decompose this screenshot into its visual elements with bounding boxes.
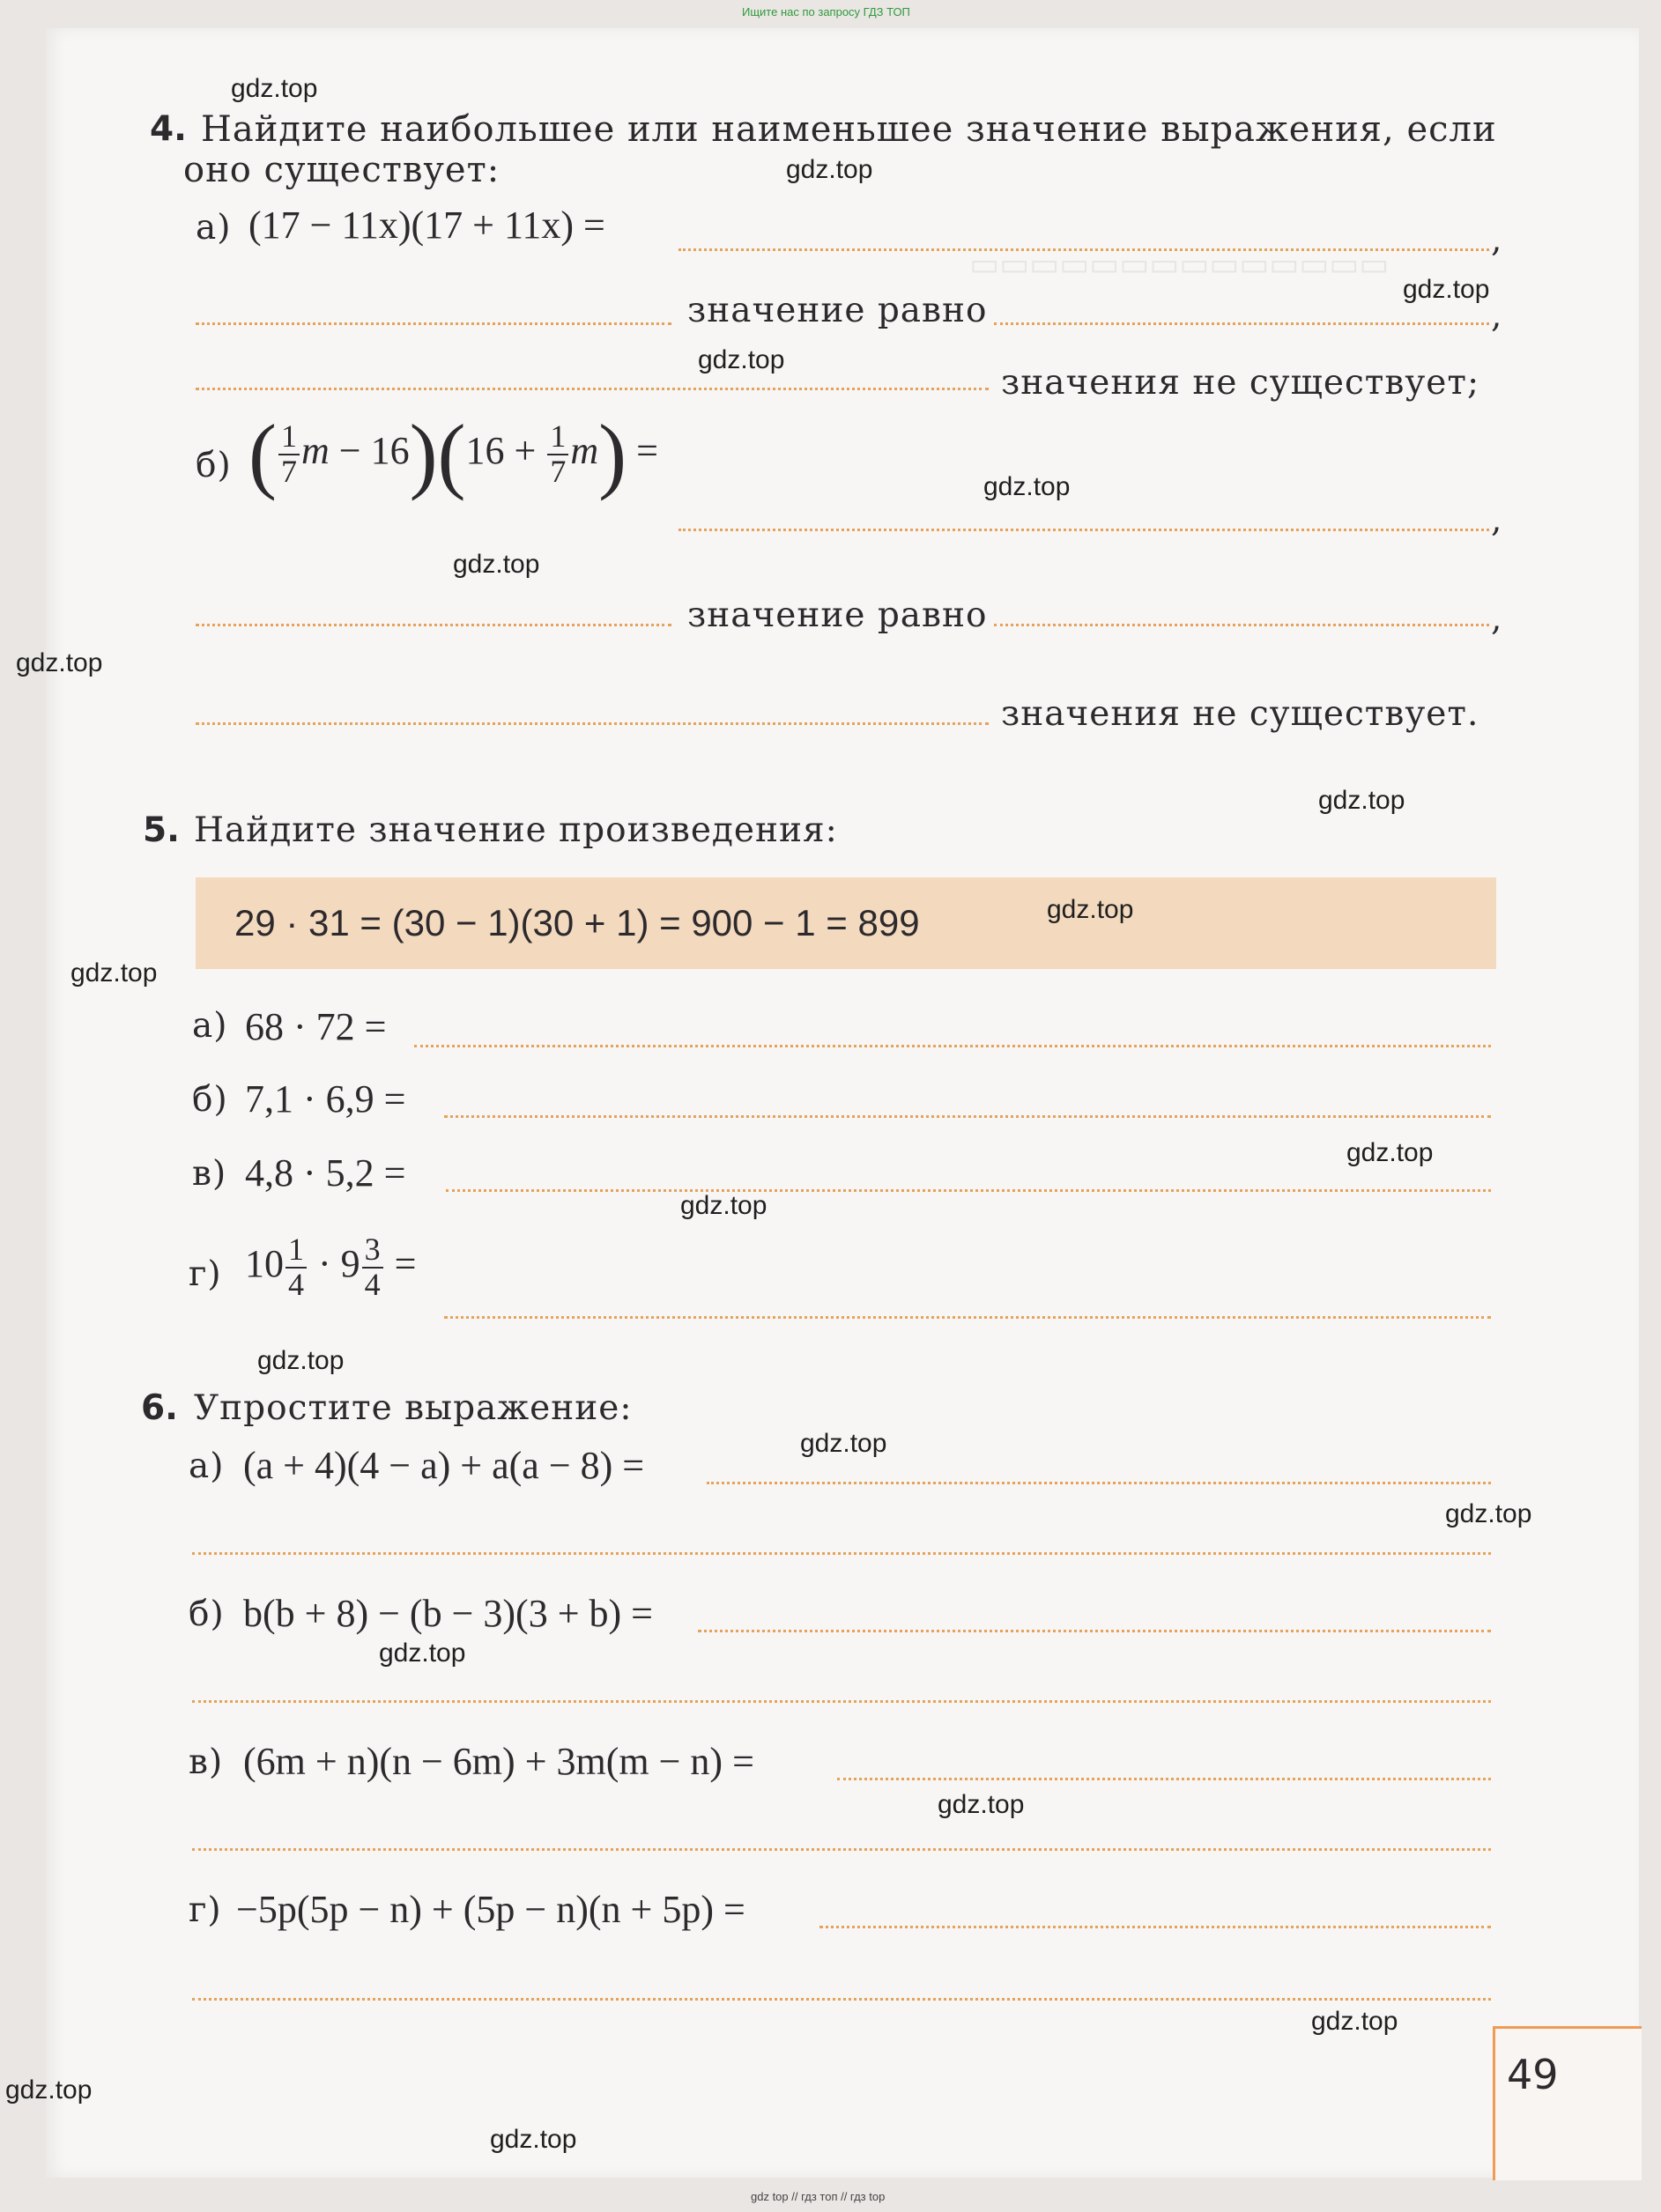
variable: m	[570, 429, 599, 473]
header-note: Ищите нас по запросу ГДЗ ТОП	[742, 5, 910, 18]
task5-c-expression: 4,8 · 5,2 =	[245, 1151, 406, 1195]
task6-b-expression: b(b + 8) − (b − 3)(3 + b) =	[243, 1592, 653, 1635]
task4-a-value-label: значение равно	[687, 291, 988, 330]
fraction	[285, 1233, 307, 1302]
task4-a-answer-line-4[interactable]	[196, 388, 989, 390]
watermark: gdz.top	[938, 1790, 1025, 1819]
task5-d-expression	[245, 1233, 416, 1302]
task6-c-label: в)	[189, 1742, 224, 1782]
watermark: gdz.top	[1047, 895, 1134, 924]
paren: )	[598, 407, 627, 501]
bleed-through-decoration: ▭▭▭▭▭▭▭▭▭▭▭▭▭▭	[969, 247, 1390, 283]
task6-text: Упростите выражение:	[194, 1388, 633, 1428]
fraction	[362, 1233, 383, 1302]
task4-text-line2: оно существует:	[183, 150, 501, 190]
term: − 16	[338, 429, 410, 473]
comma: ,	[1491, 296, 1503, 336]
numerator: 1	[285, 1233, 307, 1269]
comma: ,	[1491, 599, 1503, 639]
denominator: 4	[288, 1266, 304, 1302]
task5-text: Найдите значение произведения:	[194, 810, 838, 850]
task4-a-answer-line-2[interactable]	[196, 322, 671, 325]
watermark: gdz.top	[786, 155, 873, 184]
task6-b-label: б)	[189, 1594, 225, 1634]
task4-b-value-label: значение равно	[687, 596, 988, 635]
task6-b-answer-line-1[interactable]	[698, 1630, 1491, 1632]
task4-a-answer-line-1[interactable]	[678, 248, 1489, 251]
task5-example: 29 · 31 = (30 − 1)(30 + 1) = 900 − 1 = 899	[234, 902, 920, 943]
task6-a-answer-line-2[interactable]	[192, 1552, 1491, 1555]
task6-d-answer-line-1[interactable]	[819, 1926, 1491, 1928]
task6-a-expression: (a + 4)(4 − a) + a(a − 8) =	[243, 1444, 645, 1487]
whole-part: 9	[340, 1241, 360, 1285]
paren: )(	[409, 407, 466, 501]
times-sign: ·	[318, 1241, 331, 1285]
fraction	[278, 420, 300, 489]
task4-text-line1: Найдите наибольшее или наименьшее значение выражения, если	[201, 109, 1497, 150]
denominator: 7	[550, 454, 567, 489]
task4-b-expression	[248, 407, 658, 501]
watermark: gdz.top	[800, 1429, 887, 1458]
task4-number: 4.	[150, 109, 187, 149]
page-number: 49	[1507, 2051, 1559, 2098]
watermark: gdz.top	[698, 345, 785, 374]
numerator: 1	[278, 420, 300, 455]
task6-c-answer-line-2[interactable]	[192, 1848, 1491, 1851]
footer-note: gdz top // гдз топ // гдз top	[751, 2190, 886, 2203]
comma: ,	[1491, 500, 1503, 540]
task5-b-expression: 7,1 · 6,9 =	[245, 1077, 406, 1121]
task4-b-answer-line-2[interactable]	[196, 624, 671, 626]
variable: m	[300, 429, 330, 473]
task4-b-answer-line-4[interactable]	[196, 722, 989, 725]
watermark: gdz.top	[1346, 1138, 1434, 1167]
watermark: gdz.top	[490, 2125, 577, 2154]
watermark: gdz.top	[257, 1346, 345, 1375]
comma: ,	[1491, 220, 1503, 260]
denominator: 4	[364, 1266, 381, 1302]
watermark: gdz.top	[231, 74, 318, 103]
denominator: 7	[280, 454, 297, 489]
task6-number: 6.	[141, 1388, 178, 1428]
task6-c-answer-line-1[interactable]	[837, 1778, 1491, 1780]
task5-a-expression: 68 · 72 =	[245, 1005, 387, 1048]
task5-c-label: в)	[192, 1154, 227, 1194]
watermark: gdz.top	[1318, 786, 1405, 815]
watermark: gdz.top	[379, 1639, 466, 1668]
paren: (	[248, 407, 277, 501]
task6-c-expression: (6m + n)(n − 6m) + 3m(m − n) =	[243, 1740, 754, 1783]
task5-a-label: а)	[192, 1006, 228, 1046]
task5-c-answer-line[interactable]	[446, 1189, 1491, 1192]
task4-b-answer-line-1[interactable]	[678, 529, 1489, 531]
task5-example-box	[196, 877, 1496, 969]
task4-a-no-value-label: значения не существует;	[1001, 363, 1480, 403]
numerator: 1	[547, 420, 568, 455]
task6-b-answer-line-2[interactable]	[192, 1700, 1491, 1703]
task6-a-answer-line-1[interactable]	[707, 1482, 1491, 1484]
task5-b-label: б)	[192, 1080, 228, 1120]
watermark: gdz.top	[1311, 2007, 1398, 2036]
task6-a-label: а)	[189, 1446, 225, 1486]
task5-d-label: г)	[189, 1254, 222, 1294]
watermark: gdz.top	[5, 2075, 93, 2105]
task5-b-answer-line[interactable]	[444, 1115, 1491, 1118]
task4-b-no-value-label: значения не существует.	[1001, 694, 1479, 734]
task5-d-answer-line[interactable]	[444, 1316, 1491, 1319]
numerator: 3	[362, 1233, 383, 1269]
equals-sign: =	[636, 429, 658, 473]
term: 16 +	[465, 429, 537, 473]
equals-sign: =	[394, 1241, 417, 1285]
task4-b-label: б)	[196, 446, 232, 485]
watermark: gdz.top	[1403, 275, 1490, 304]
task6-d-expression: −5p(5p − n) + (5p − n)(n + 5p) =	[236, 1888, 745, 1931]
page-number-box	[1493, 2026, 1642, 2180]
task5-a-answer-line[interactable]	[414, 1045, 1491, 1047]
task4-b-answer-line-3[interactable]	[994, 624, 1489, 626]
watermark: gdz.top	[983, 472, 1071, 501]
watermark: gdz.top	[453, 550, 540, 579]
task4-a-answer-line-3[interactable]	[994, 322, 1489, 325]
task5-number: 5.	[143, 810, 180, 850]
task4-a-expression: (17 − 11x)(17 + 11x) =	[248, 203, 605, 247]
fraction	[547, 420, 568, 489]
watermark: gdz.top	[70, 958, 158, 988]
task4-a-label: а)	[196, 208, 232, 248]
whole-part: 10	[245, 1241, 284, 1285]
watermark: gdz.top	[16, 648, 103, 677]
watermark: gdz.top	[680, 1191, 767, 1220]
task6-d-label: г)	[189, 1890, 222, 1930]
task6-d-answer-line-2[interactable]	[192, 1998, 1491, 2001]
watermark: gdz.top	[1445, 1499, 1532, 1528]
